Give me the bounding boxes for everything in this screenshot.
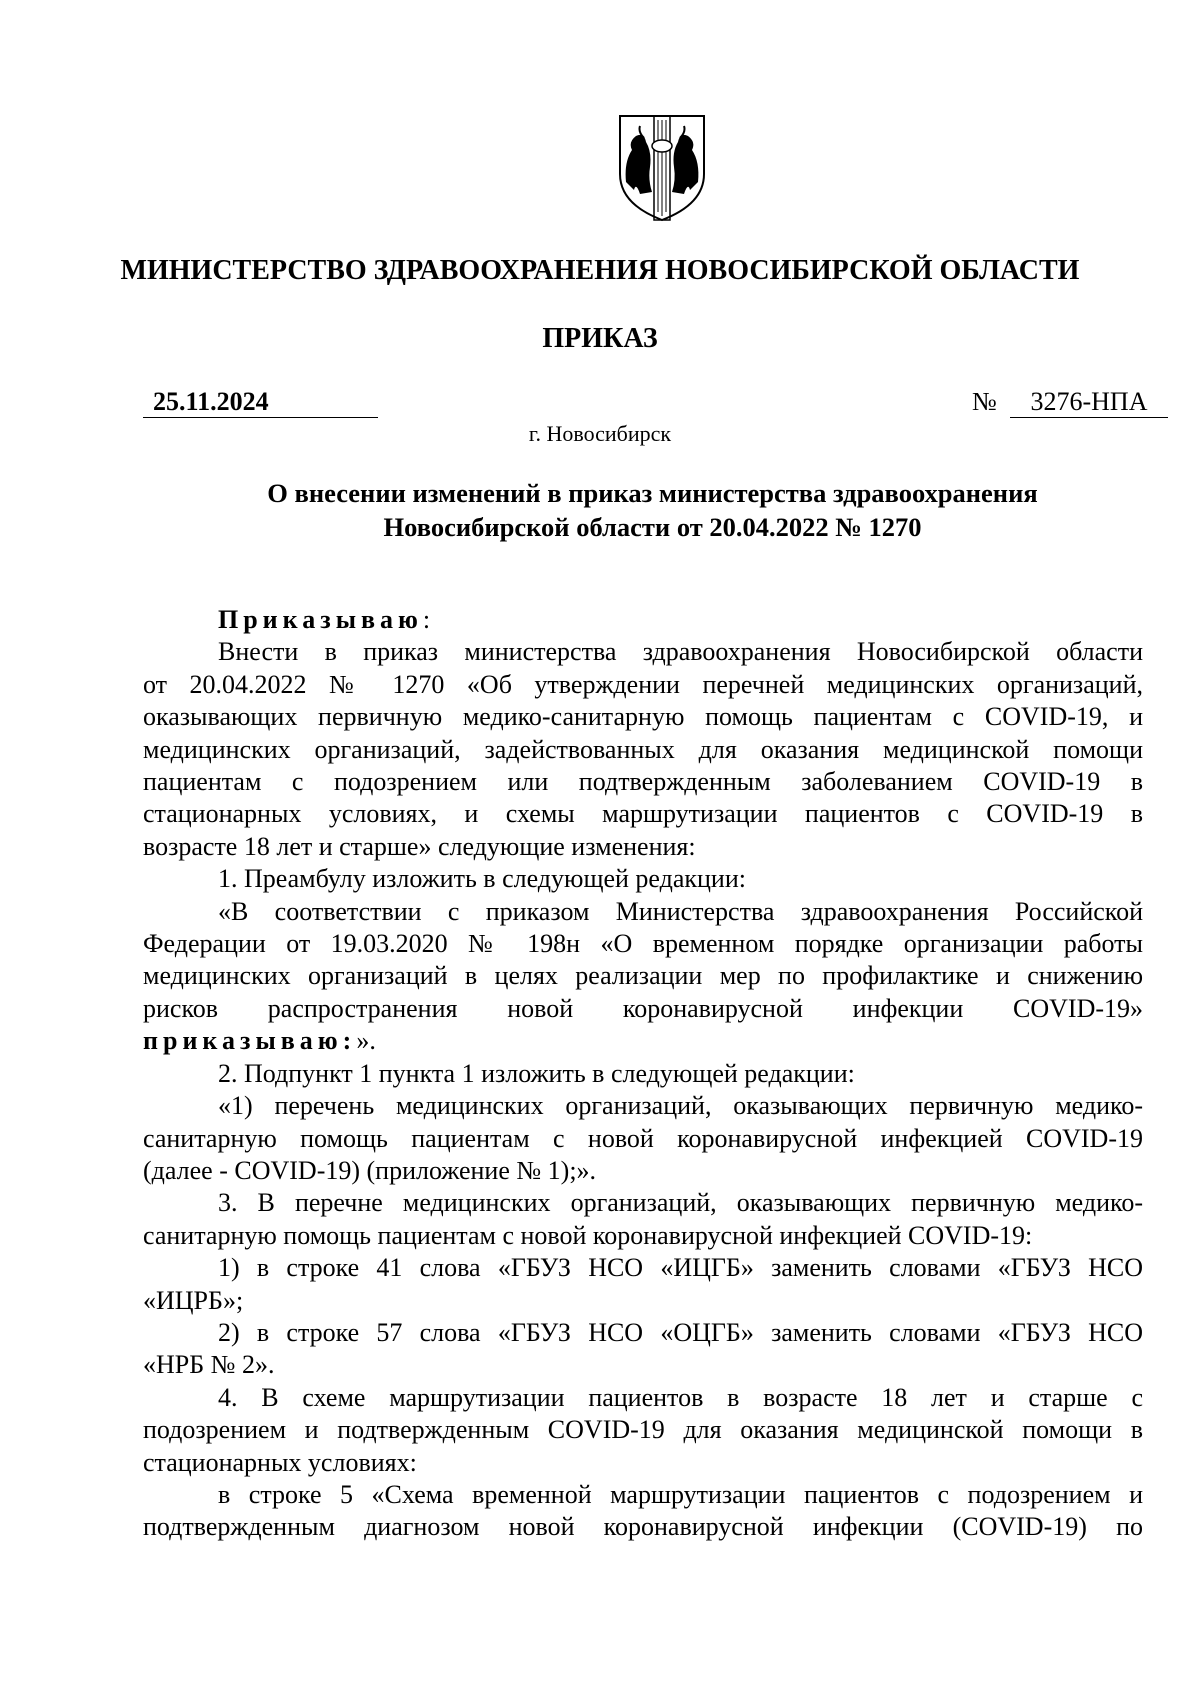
order-word-line (143, 604, 1143, 636)
item-2-quote-line: санитарную помощь пациентам с новой коронавирусной инфекцией COVID-19 (143, 1123, 1143, 1153)
intro-line: возрасте 18 лет и старше» следующие изменения: (143, 831, 696, 861)
item-4-line: стационарных условиях: (143, 1447, 417, 1477)
item-3-2-line: «НРБ № 2». (143, 1350, 275, 1380)
intro-line: пациентам с подозрением или подтвержденным заболеванием COVID-19 в (143, 767, 1143, 797)
document-number: 3276-НПА (1010, 387, 1168, 418)
document-subject (143, 476, 1162, 544)
item-4-row-line: в строке 5 «Схема временной маршрутизации пациентов с подозрением и (218, 1479, 1143, 1509)
item-4-line: подозрением и подтвержденным COVID-19 для оказания медицинской помощи в (143, 1415, 1143, 1445)
item-1-order-word: приказываю: (143, 1026, 357, 1056)
item-1-quote-line: рисков распространения новой коронавирусной инфекции COVID-19» (143, 993, 1143, 1023)
number-sign: № (972, 387, 997, 416)
item-2-quote-line: «1) перечень медицинских организаций, оказывающих первичную медико- (218, 1091, 1143, 1121)
item-4-line: 4. В схеме маршрутизации пациентов в возрасте 18 лет и старше с (218, 1382, 1143, 1412)
item-3-2-line: 2) в строке 57 слова «ГБУЗ НСО «ОЦГБ» заменить словами «ГБУЗ НСО (218, 1317, 1143, 1347)
document-city: г. Новосибирск (528, 421, 672, 446)
item-2: 2. Подпункт 1 пункта 1 изложить в следующей редакции: (218, 1058, 855, 1088)
item-3-1-line: 1) в строке 41 слова «ГБУЗ НСО «ИЦГБ» заменить словами «ГБУЗ НСО (218, 1253, 1143, 1283)
ministry-name: МИНИСТЕРСТВО ЗДРАВООХРАНЕНИЯ НОВОСИБИРСКОЙ ОБЛАСТИ (120, 255, 1080, 286)
order-colon: : (422, 605, 431, 634)
item-1: 1. Преамбулу изложить в следующей редакции: (218, 864, 746, 894)
item-1-quote-line: «В соответствии с приказом Министерства здравоохранения Российской (218, 896, 1143, 926)
subject-line: О внесении изменений в приказ министерства здравоохранения (267, 478, 1038, 508)
intro-line: от 20.04.2022 № 1270 «Об утверждении перечней медицинских организаций, (143, 669, 1143, 699)
intro-line: стационарных условиях, и схемы маршрутизации пациентов с COVID-19 в (143, 799, 1143, 829)
item-3-1-line: «ИЦРБ»; (143, 1285, 244, 1315)
document-body (143, 604, 1143, 1544)
subject-line: Новосибирской области от 20.04.2022 № 1270 (383, 512, 922, 542)
item-1-quote-line: медицинских организаций в целях реализации мер по профилактике и снижению (143, 961, 1143, 991)
coat-of-arms-icon (614, 112, 710, 224)
item-3-line: 3. В перечне медицинских организаций, оказывающих первичную медико- (218, 1188, 1143, 1218)
intro-line: медицинских организаций, задействованных для оказания медицинской помощи (143, 734, 1143, 764)
item-1-order-line (143, 1025, 1143, 1057)
item-2-quote-line: (далее - COVID-19) (приложение № 1);». (143, 1155, 597, 1185)
item-4-row-line: подтвержденным диагнозом новой коронавирусной инфекции (COVID-19) по (143, 1512, 1143, 1542)
document-date: 25.11.2024 (143, 387, 378, 418)
intro-line: Внести в приказ министерства здравоохранения Новосибирской области (218, 637, 1143, 667)
intro-line: оказывающих первичную медико-санитарную помощь пациентам с COVID-19, и (143, 702, 1143, 732)
item-3-line: санитарную помощь пациентам с новой коронавирусной инфекцией COVID-19: (143, 1220, 1033, 1250)
order-word: Приказываю (218, 605, 423, 634)
item-1-quote-line: Федерации от 19.03.2020 № 198н «О временном порядке организации работы (143, 929, 1143, 959)
document-type: ПРИКАЗ (542, 323, 658, 354)
item-1-end: ». (356, 1026, 376, 1056)
